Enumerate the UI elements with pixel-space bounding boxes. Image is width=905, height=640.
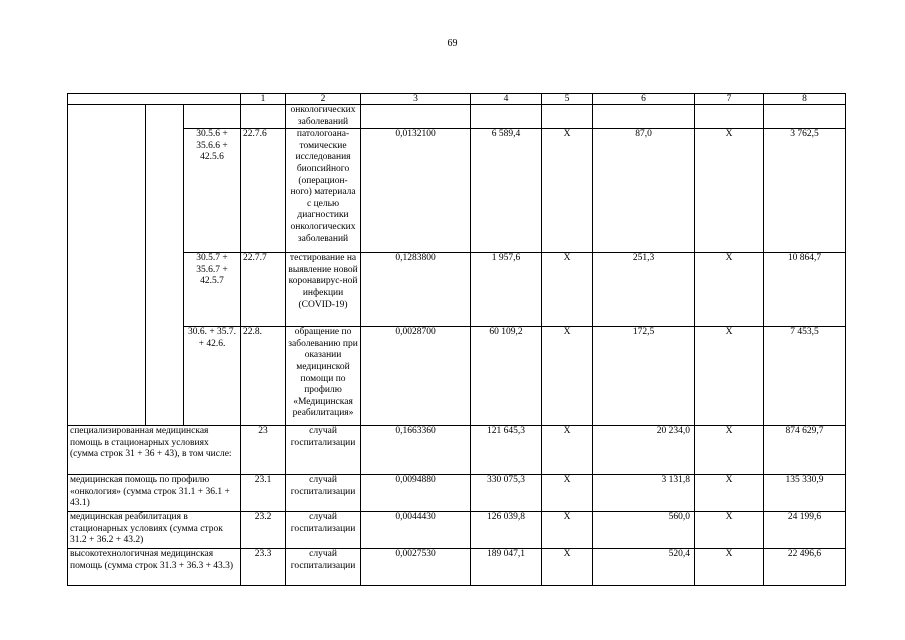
blank-cell <box>68 105 146 426</box>
blank-cell <box>146 105 184 426</box>
header-cell-7: 7 <box>695 94 764 105</box>
value-cell: Х <box>695 475 764 512</box>
header-row <box>68 94 846 105</box>
value-cell: Х <box>542 512 593 549</box>
unit-cell: тестирование на выявление новой коронавирус-ной инфекции (COVID-19) <box>286 253 361 327</box>
value-cell: Х <box>542 253 593 327</box>
value-cell: 7 453,5 <box>764 327 846 426</box>
row-label: медицинская помощь по профилю «онкология» (сумма строк 31.1 + 36.1 + 43.1) <box>68 475 241 512</box>
value-cell: 1 957,6 <box>471 253 542 327</box>
value-cell: 330 075,3 <box>471 475 542 512</box>
value-cell: Х <box>695 426 764 475</box>
ref-cell: 30.5.6 + 35.6.6 + 42.5.6 <box>184 129 241 253</box>
table-row <box>68 105 846 129</box>
row-number: 23.3 <box>241 549 286 586</box>
unit-cell: случай госпитализации <box>286 549 361 586</box>
ref-cell: 30.5.7 + 35.6.7 + 42.5.7 <box>184 253 241 327</box>
unit-cell: обращение по заболеванию при оказании медицинской помощи по профилю «Медицинская реабилитация» <box>286 327 361 426</box>
value-cell: 10 864,7 <box>764 253 846 327</box>
value-cell: Х <box>695 129 764 253</box>
value-cell: 6 589,4 <box>471 129 542 253</box>
value-cell: 135 330,9 <box>764 475 846 512</box>
value-cell: Х <box>695 512 764 549</box>
row-label: высокотехнологичная медицинская помощь (сумма строк 31.3 + 36.3 + 43.3) <box>68 549 241 586</box>
unit-cell: случай госпитализации <box>286 426 361 475</box>
value-cell: 24 199,6 <box>764 512 846 549</box>
unit-cell: случай госпитализации <box>286 475 361 512</box>
row-label: специализированная медицинская помощь в стационарных условиях (сумма строк 31 + 36 + 43), в том числе: <box>68 426 241 475</box>
value-cell: 3 131,8 <box>593 475 695 512</box>
header-cell-2: 2 <box>286 94 361 105</box>
value-cell: Х <box>542 549 593 586</box>
blank-cell <box>184 105 241 129</box>
value-cell: 20 234,0 <box>593 426 695 475</box>
ref-cell: 30.6. + 35.7. + 42.6. <box>184 327 241 426</box>
table-row <box>68 129 846 253</box>
value-cell: 121 645,3 <box>471 426 542 475</box>
value-cell: 0,1283800 <box>361 253 471 327</box>
value-cell: 520,4 <box>593 549 695 586</box>
row-label: медицинская реабилитация в стационарных условиях (сумма строк 31.2 + 36.2 + 43.2) <box>68 512 241 549</box>
header-cell-6: 6 <box>593 94 695 105</box>
table-row <box>68 253 846 327</box>
unit-cell: случай госпитализации <box>286 512 361 549</box>
value-cell: 0,0028700 <box>361 327 471 426</box>
data-table <box>67 93 846 586</box>
value-cell: 22 496,6 <box>764 549 846 586</box>
value-cell: Х <box>542 129 593 253</box>
header-cell-4: 4 <box>471 94 542 105</box>
table-row <box>68 475 846 512</box>
row-number: 23.1 <box>241 475 286 512</box>
value-cell: 0,0132100 <box>361 129 471 253</box>
value-cell: Х <box>695 549 764 586</box>
value-cell: 87,0 <box>593 129 695 253</box>
value-cell: 0,0094880 <box>361 475 471 512</box>
value-cell: 874 629,7 <box>764 426 846 475</box>
header-cell-5: 5 <box>542 94 593 105</box>
value-cell: 0,0044430 <box>361 512 471 549</box>
header-cell-8: 8 <box>764 94 846 105</box>
page-number: 69 <box>447 38 458 49</box>
row-number: 22.7.7 <box>241 253 286 327</box>
table-row <box>68 327 846 426</box>
value-cell: 189 047,1 <box>471 549 542 586</box>
header-cell-blank <box>68 94 241 105</box>
value-cell: 0,0027530 <box>361 549 471 586</box>
header-cell-3: 3 <box>361 94 471 105</box>
value-cell: Х <box>695 327 764 426</box>
table-row <box>68 549 846 586</box>
row-number: 22.7.6 <box>241 129 286 253</box>
value-cell: 126 039,8 <box>471 512 542 549</box>
value-cell: Х <box>542 475 593 512</box>
table-row <box>68 426 846 475</box>
value-cell: Х <box>542 327 593 426</box>
blank-cell <box>241 105 286 129</box>
value-cell: 172,5 <box>593 327 695 426</box>
row-number: 23.2 <box>241 512 286 549</box>
value-cell: Х <box>695 253 764 327</box>
unit-cell: онкологических заболеваний <box>286 105 361 129</box>
value-cell: 60 109,2 <box>471 327 542 426</box>
row-number: 23 <box>241 426 286 475</box>
value-cell: 251,3 <box>593 253 695 327</box>
row-number: 22.8. <box>241 327 286 426</box>
unit-cell: патологоана-томические исследования биопсийного (операцион-ного) материала с целью диагностики онкологических заболеваний <box>286 129 361 253</box>
table-row <box>68 512 846 549</box>
value-cell: Х <box>542 426 593 475</box>
header-cell-1: 1 <box>241 94 286 105</box>
value-cell: 0,1663360 <box>361 426 471 475</box>
value-cell: 560,0 <box>593 512 695 549</box>
value-cell: 3 762,5 <box>764 129 846 253</box>
